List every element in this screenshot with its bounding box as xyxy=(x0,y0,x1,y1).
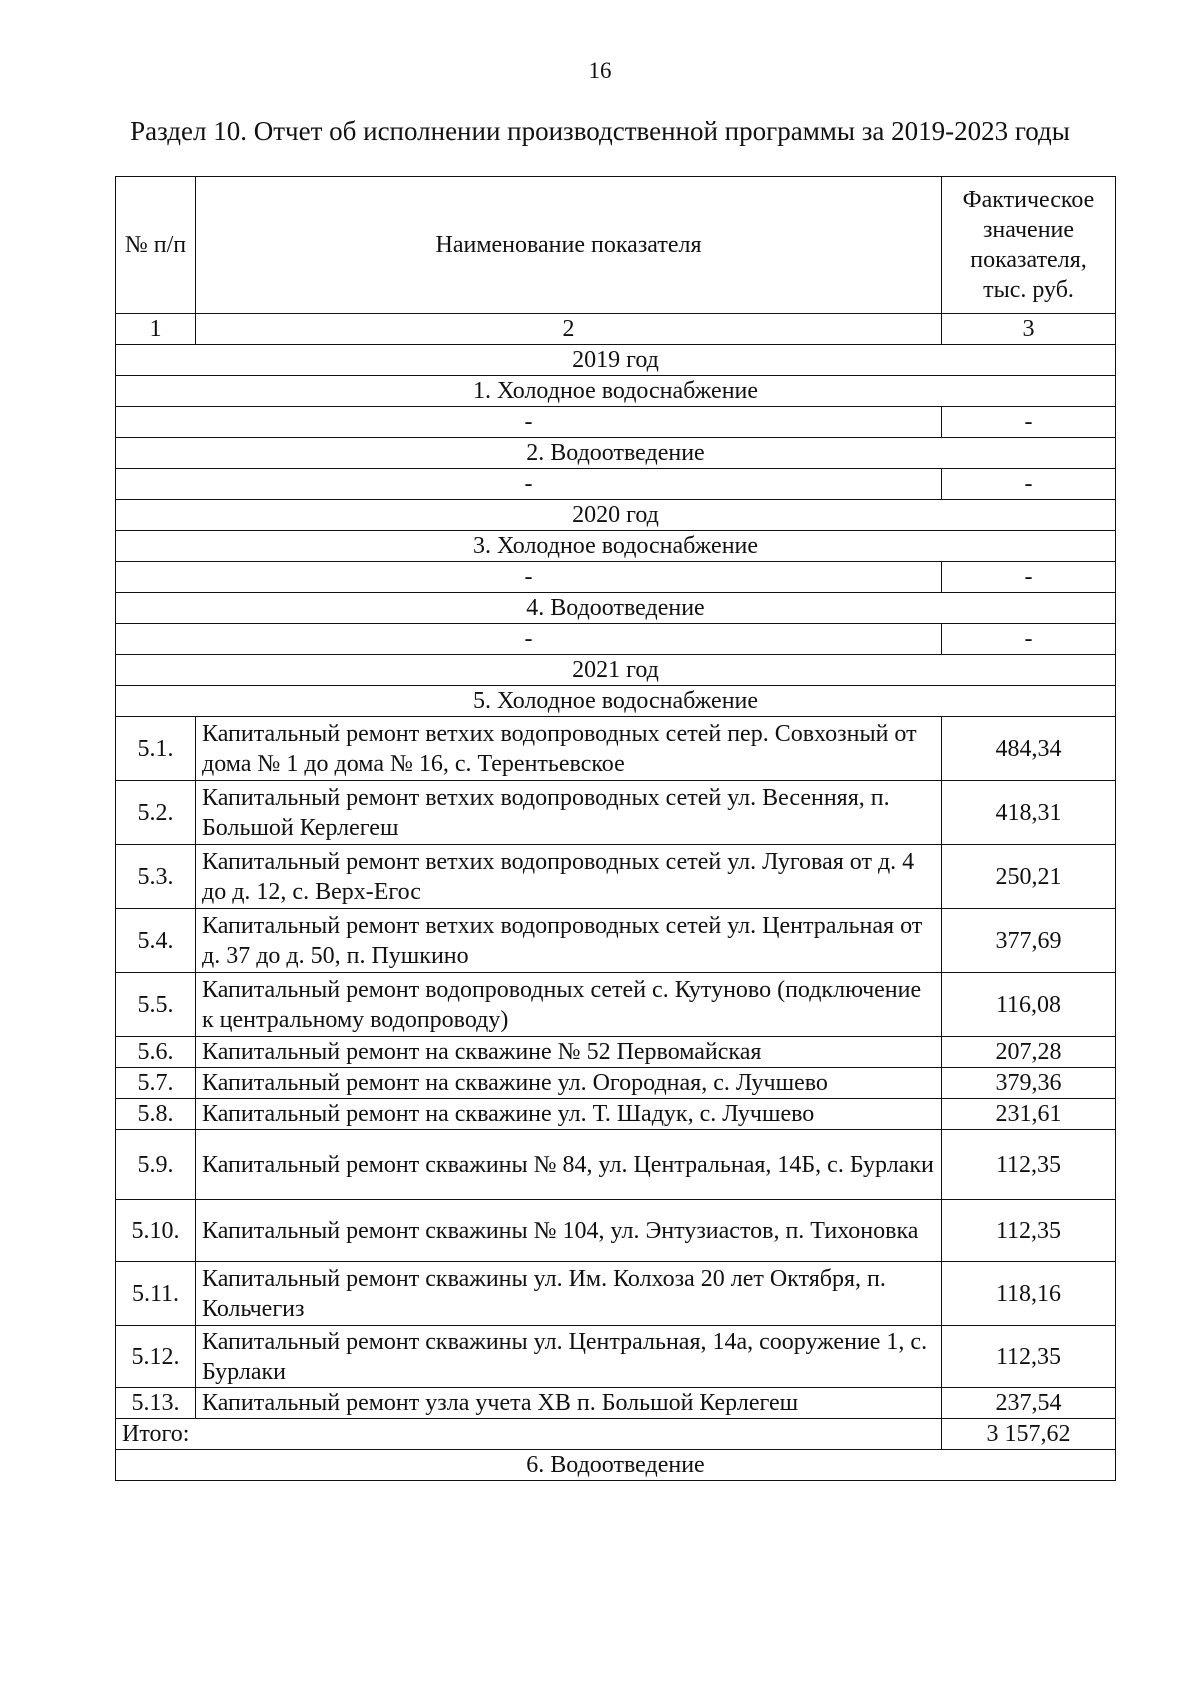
header-value: Фактическое значение показателя, тыс. руб. xyxy=(942,177,1116,314)
row-number: 5.2. xyxy=(116,781,196,845)
total-row xyxy=(116,1419,1116,1450)
table-row xyxy=(116,469,1116,500)
row-number: 5.4. xyxy=(116,909,196,973)
page-number: 16 xyxy=(588,58,612,83)
row-number: 5.10. xyxy=(116,1200,196,1262)
total-label: Итого: xyxy=(116,1419,942,1450)
row-value: 231,61 xyxy=(942,1099,1116,1130)
column-number-2: 2 xyxy=(196,314,942,345)
row-name: Капитальный ремонт ветхих водопроводных сетей ул. Весенняя, п. Большой Керлегеш xyxy=(196,781,942,845)
row-name: - xyxy=(116,562,942,593)
row-name: - xyxy=(116,407,942,438)
table-row xyxy=(116,1200,1116,1262)
table-row xyxy=(116,1130,1116,1200)
row-number: 5.7. xyxy=(116,1068,196,1099)
table-row xyxy=(116,624,1116,655)
column-numbers-row xyxy=(116,314,1116,345)
row-value: 112,35 xyxy=(942,1200,1116,1262)
row-value: - xyxy=(942,624,1116,655)
table-row xyxy=(116,973,1116,1037)
row-value: 112,35 xyxy=(942,1130,1116,1200)
row-name: - xyxy=(116,469,942,500)
row-name: Капитальный ремонт ветхих водопроводных сетей пер. Совхозный от дома № 1 до дома № 16, с. Терентьевское xyxy=(196,717,942,781)
row-value: 379,36 xyxy=(942,1068,1116,1099)
row-name: Капитальный ремонт на скважине ул. Огородная, с. Лучшево xyxy=(196,1068,942,1099)
table-row xyxy=(116,909,1116,973)
section-heading-3: 3. Холодное водоснабжение xyxy=(116,531,1116,562)
row-name: Капитальный ремонт скважины ул. Центральная, 14а, сооружение 1, с. Бурлаки xyxy=(196,1326,942,1388)
row-name: Капитальный ремонт ветхих водопроводных сетей ул. Центральная от д. 37 до д. 50, п. Пушкино xyxy=(196,909,942,973)
row-number: 5.11. xyxy=(116,1262,196,1326)
row-name: Капитальный ремонт узла учета ХВ п. Большой Керлегеш xyxy=(196,1388,942,1419)
section-heading-5: 5. Холодное водоснабжение xyxy=(116,686,1116,717)
table-row xyxy=(116,1068,1116,1099)
row-value: 112,35 xyxy=(942,1326,1116,1388)
report-table xyxy=(115,176,1116,1481)
section-heading-1: 1. Холодное водоснабжение xyxy=(116,376,1116,407)
section-title: Раздел 10. Отчет об исполнении производственной программы за 2019-2023 годы xyxy=(130,116,1070,146)
row-number: 5.12. xyxy=(116,1326,196,1388)
section-heading-4: 4. Водоотведение xyxy=(116,593,1116,624)
row-number: 5.8. xyxy=(116,1099,196,1130)
row-value: - xyxy=(942,469,1116,500)
table-row xyxy=(116,1262,1116,1326)
table-row xyxy=(116,562,1116,593)
section-heading-2: 2. Водоотведение xyxy=(116,438,1116,469)
year-heading-2019: 2019 год xyxy=(116,345,1116,376)
row-name: Капитальный ремонт скважины № 104, ул. Энтузиастов, п. Тихоновка xyxy=(196,1200,942,1262)
row-value: 250,21 xyxy=(942,845,1116,909)
column-number-1: 1 xyxy=(116,314,196,345)
table-row xyxy=(116,1099,1116,1130)
header-name: Наименование показателя xyxy=(196,177,942,314)
row-number: 5.6. xyxy=(116,1037,196,1068)
row-number: 5.5. xyxy=(116,973,196,1037)
total-value: 3 157,62 xyxy=(942,1419,1116,1450)
row-value: 116,08 xyxy=(942,973,1116,1037)
row-number: 5.1. xyxy=(116,717,196,781)
table-row xyxy=(116,1037,1116,1068)
header-no: № п/п xyxy=(116,177,196,314)
row-value: 418,31 xyxy=(942,781,1116,845)
row-value: 237,54 xyxy=(942,1388,1116,1419)
table-row xyxy=(116,1388,1116,1419)
row-value: 377,69 xyxy=(942,909,1116,973)
table-row xyxy=(116,1326,1116,1388)
row-name: Капитальный ремонт ветхих водопроводных сетей ул. Луговая от д. 4 до д. 12, с. Верх-Егос xyxy=(196,845,942,909)
row-value: - xyxy=(942,407,1116,438)
row-value: 207,28 xyxy=(942,1037,1116,1068)
row-value: - xyxy=(942,562,1116,593)
row-name: - xyxy=(116,624,942,655)
row-value: 484,34 xyxy=(942,717,1116,781)
row-name: Капитальный ремонт на скважине № 52 Первомайская xyxy=(196,1037,942,1068)
table-row xyxy=(116,781,1116,845)
row-number: 5.9. xyxy=(116,1130,196,1200)
row-name: Капитальный ремонт скважины ул. Им. Колхоза 20 лет Октября, п. Кольчегиз xyxy=(196,1262,942,1326)
table-row xyxy=(116,845,1116,909)
section-heading-6: 6. Водоотведение xyxy=(116,1450,1116,1481)
table-row xyxy=(116,717,1116,781)
column-number-3: 3 xyxy=(942,314,1116,345)
header-row xyxy=(116,177,1116,314)
row-name: Капитальный ремонт на скважине ул. Т. Шадук, с. Лучшево xyxy=(196,1099,942,1130)
row-number: 5.3. xyxy=(116,845,196,909)
row-value: 118,16 xyxy=(942,1262,1116,1326)
row-number: 5.13. xyxy=(116,1388,196,1419)
table-row xyxy=(116,407,1116,438)
row-name: Капитальный ремонт водопроводных сетей с. Кутуново (подключение к центральному водопроводу) xyxy=(196,973,942,1037)
year-heading-2020: 2020 год xyxy=(116,500,1116,531)
year-heading-2021: 2021 год xyxy=(116,655,1116,686)
row-name: Капитальный ремонт скважины № 84, ул. Центральная, 14Б, с. Бурлаки xyxy=(196,1130,942,1200)
